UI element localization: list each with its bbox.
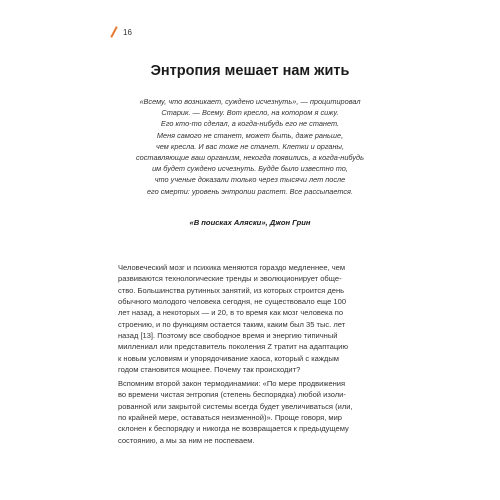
epigraph-line: «Всему, что возникает, суждено исчезнуть», — процитировал — [139, 97, 361, 106]
epigraph-line: его смерти: уровень энтропии растет. Все рассыпается. — [146, 186, 354, 196]
chapter-title: Энтропия мешает нам жить — [150, 63, 350, 79]
paragraph-line: Человеческий мозг и психика меняются гораздо медленнее, чем — [118, 263, 346, 272]
body-paragraph — [118, 262, 384, 375]
paragraph-line: Вспомним второй закон термодинамики: «По мере продвижения — [118, 379, 346, 388]
paragraph-line: годом становится мощнее. Почему так происходит? — [118, 365, 301, 375]
paragraph-line: состоянию, а мы за ним не поспеваем. — [118, 435, 255, 445]
body-paragraph — [118, 378, 384, 446]
paragraph-line: строению, и по функциям остается таким, каким был 35 тыс. лет — [118, 319, 346, 329]
epigraph-line: составляющие ваш организм, некогда появились, а когда-нибудь — [136, 153, 364, 163]
epigraph-line: Старик. — Всему. Вот кресло, на котором я сижу. — [161, 108, 339, 118]
paragraph-line: во времени чистая энтропия (степень беспорядка) любой изоли- — [118, 390, 346, 400]
epigraph-line: чем кресла. И вас тоже не станет. Клетки и органы, — [155, 141, 344, 151]
epigraph-line: что ученые доказали только через тысячи лет после — [154, 175, 346, 185]
paragraph-line: к новым условиям и упорядочивание хаоса, который с каждым — [118, 353, 339, 363]
epigraph-quote — [110, 96, 390, 197]
paragraph-line: рованной или закрытой системы всегда будет увеличиваться (или, — [118, 401, 353, 411]
paragraph-line: лет назад, а некоторых — и 20, в то время как мозг человека по — [118, 308, 344, 318]
paragraph-line: назад [13]. Поэтому все свободное время и энергию типичный — [118, 331, 338, 341]
epigraph-source: «В поисках Аляски», Джон Грин — [189, 218, 311, 227]
paragraph-line: развиваются технологические тренды и эволюционирует обще- — [118, 274, 342, 284]
paragraph-line: миллениал или представитель поколения Z тратит на адаптацию — [118, 342, 349, 352]
orange-slash-icon — [110, 26, 119, 38]
paragraph-line: обычного молодого человека сегодня, не существовало еще 100 — [118, 297, 347, 307]
page-header — [110, 26, 132, 38]
page-number: 16 — [123, 27, 132, 37]
epigraph-line: им будет суждено исчезнуть. Будде было известно то, — [152, 164, 348, 174]
epigraph-line: Меня самого не станет, может быть, даже раньше, — [156, 130, 344, 140]
paragraph-line: ство. Большинства рутинных занятий, из которых строится день — [118, 285, 345, 295]
epigraph-line: Его кто-то сделал, а когда-нибудь его не станет. — [160, 119, 340, 129]
paragraph-line: склонен к беспорядку и никогда не возвращается к предыдущему — [118, 424, 349, 434]
paragraph-line: по крайней мере, оставаться неизменной)». Проще говоря, мир — [118, 413, 342, 423]
